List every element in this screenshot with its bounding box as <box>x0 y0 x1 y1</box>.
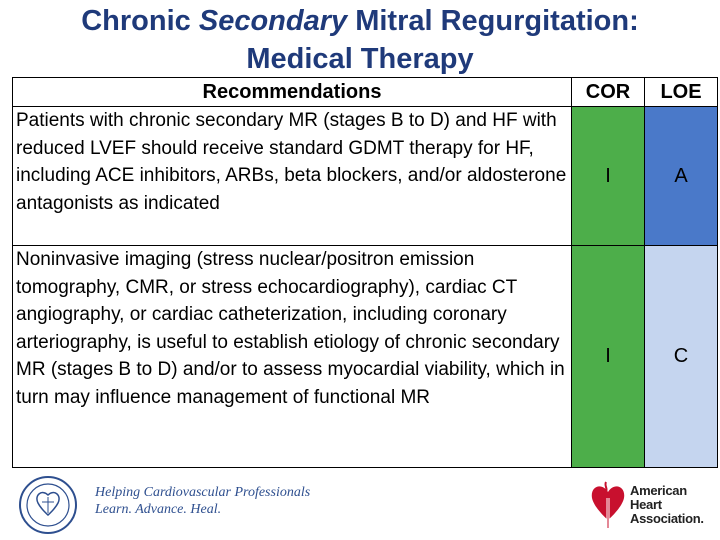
recommendations-table <box>12 77 718 468</box>
loe-cell: C <box>645 246 718 468</box>
header-cor: COR <box>572 78 645 107</box>
acc-seal-logo <box>18 475 78 535</box>
aha-line-1: American <box>630 483 687 498</box>
table-row <box>13 107 718 246</box>
aha-line-2: Heart <box>630 497 662 512</box>
loe-cell: A <box>645 107 718 246</box>
aha-wordmark <box>630 484 704 526</box>
cor-cell: I <box>572 246 645 468</box>
recommendation-text: Noninvasive imaging (stress nuclear/positron emission tomography, CMR, or stress echocardiography), cardiac CT angiography, or cardiac catheterization, including coronary arteriography, is useful to establish etiology of chronic secondary MR (stages B to D) and/or to assess myocardial viability, which in turn may influence management of functional MR <box>13 246 572 468</box>
title-part-1: Chronic <box>81 5 199 37</box>
recommendation-text: Patients with chronic secondary MR (stages B to D) and HF with reduced LVEF should receive standard GDMT therapy for HF, including ACE inhibitors, ARBs, beta blockers, and/or aldosterone antagonists as indicated <box>13 107 572 246</box>
title-line-2: Medical Therapy <box>246 43 474 75</box>
title-line-1 <box>0 2 720 40</box>
slide-title <box>0 2 720 78</box>
table-header-row <box>13 78 718 107</box>
aha-line-3: Association. <box>630 511 704 526</box>
title-part-2: Mitral Regurgitation: <box>347 5 639 37</box>
acc-tagline-line-2: Learn. Advance. Heal. <box>95 502 222 517</box>
table-row <box>13 246 718 468</box>
title-italic: Secondary <box>198 5 348 37</box>
aha-heart-torch-logo <box>588 478 628 530</box>
header-loe: LOE <box>645 78 718 107</box>
acc-tagline <box>95 484 310 518</box>
acc-tagline-line-1: Helping Cardiovascular Professionals <box>95 485 311 500</box>
cor-cell: I <box>572 107 645 246</box>
header-recommendations: Recommendations <box>13 78 572 107</box>
